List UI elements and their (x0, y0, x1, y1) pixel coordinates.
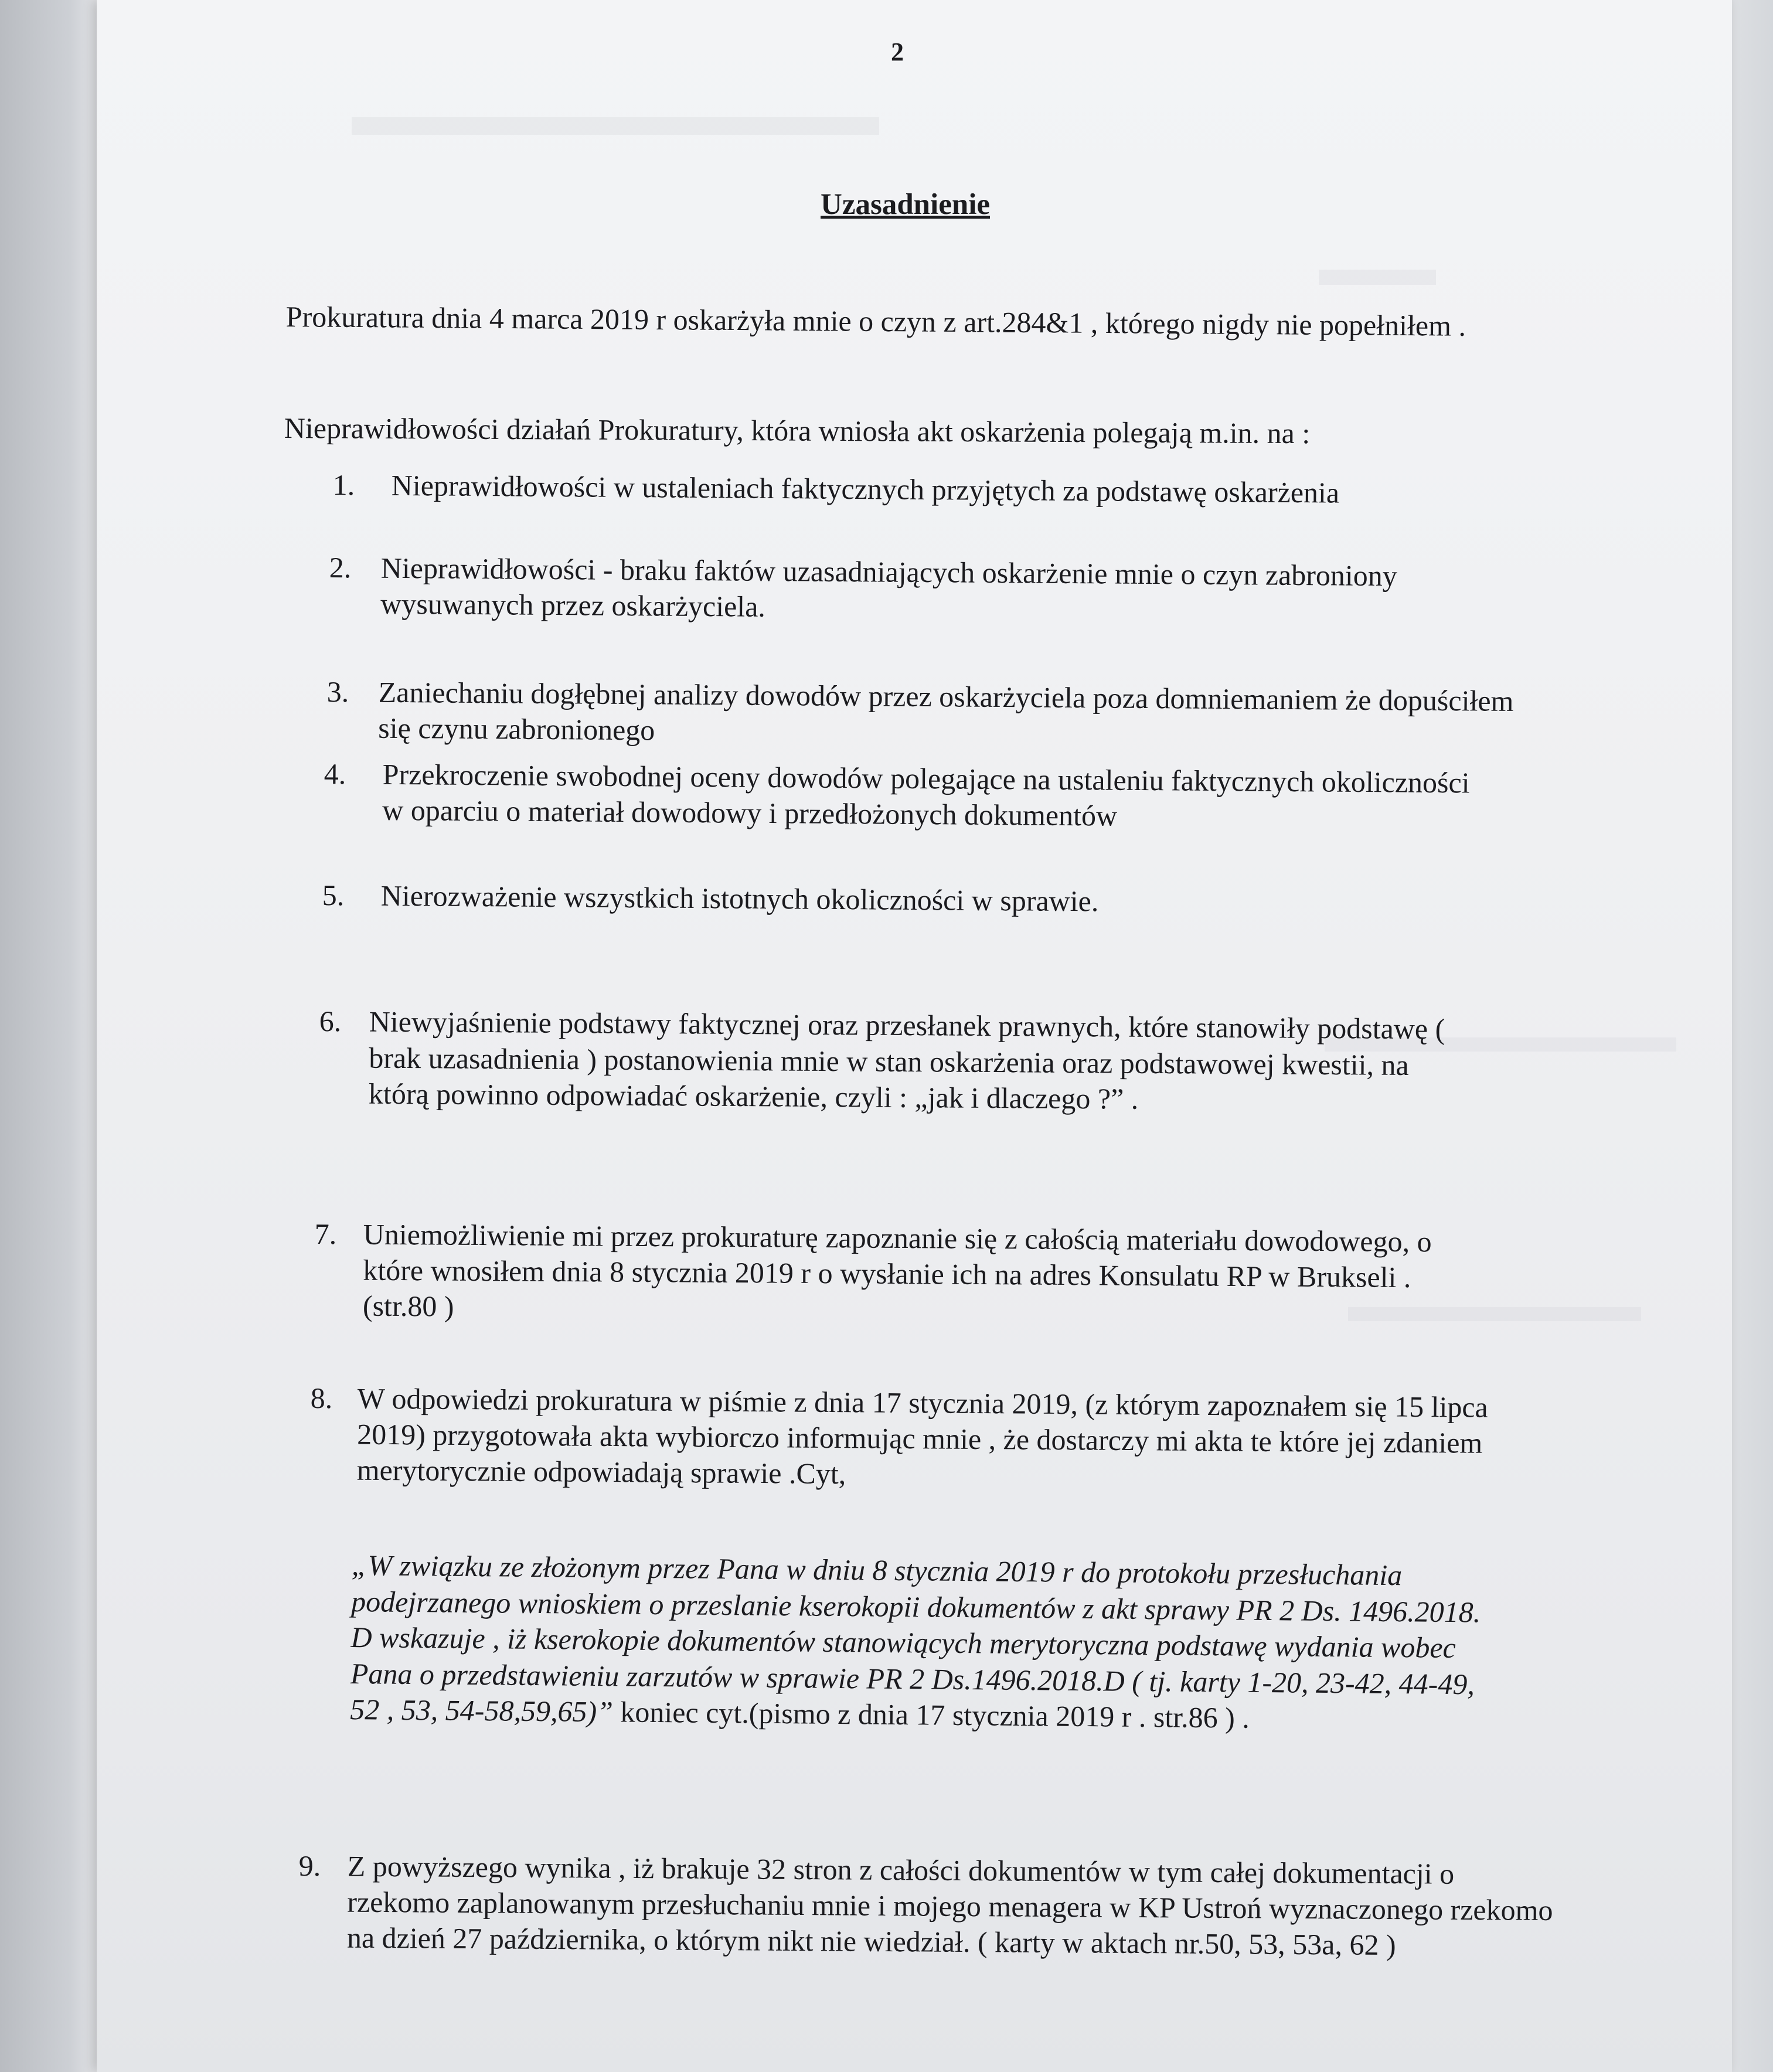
list-item-text: Nieprawidłowości w ustaleniach faktycznych przyjętych za podstawę oskarżenia (391, 468, 1340, 509)
page-title: Uzasadnienie (821, 188, 991, 221)
list-item-text: Nieprawidłowości - braku faktów uzasadniających oskarżenie mnie o czyn zabroniony wysuwanych przez oskarżyciela. (380, 551, 1397, 623)
quoted-letter (350, 1547, 1500, 1738)
quote-tail: koniec cyt.(pismo z dnia 17 stycznia 2019 r . str.86 ) . (612, 1695, 1250, 1734)
list-item-text: Niewyjaśnienie podstawy faktycznej oraz przesłanek prawnych, które stanowiły podstawę ( brak uzasadnienia ) postanowienia mnie w stan oskarżenia oraz podstawowej kwestii, na którą powinno odpowiadać oskarżenie, czyli : „jak i dlaczego ?” . (368, 1005, 1445, 1115)
bleed-through-mark (1325, 1037, 1676, 1052)
list-item (319, 1003, 1468, 1120)
list-item-text: Nierozważenie wszystkich istotnych okoliczności w sprawie. (380, 879, 1099, 918)
list-item (310, 1380, 1530, 1497)
list-item (324, 756, 1473, 836)
list-item (326, 674, 1529, 755)
quote-text: „W związku ze złożonym przez Pana w dniu 8 stycznia 2019 r do protokołu przesłuchania podejrzanego wnioskiem o przeslanie kserokopii dokumentów z akt sprawy PR 2 Ds. 1496.2018. D wskazuje , iż kserokopie dokumentów stanowiących merytoryczna podstawę wydania wobec Pana o przedstawieniu zarzutów w sprawie PR 2 Ds.1496.2018.D ( tj. karty 1-20, 23-42, 44-49, 52 , 53, 54-58,59,65)” (350, 1549, 1481, 1729)
list-item-number: 3. (326, 675, 349, 709)
intro-paragraph: Prokuratura dnia 4 marca 2019 r oskarżyła mnie o czyn z art.284&1 , którego nigdy nie popełniłem . (285, 300, 1466, 342)
list-item-number: 8. (310, 1382, 333, 1415)
bleed-through-mark (1319, 270, 1436, 285)
list-item-text: Uniemożliwienie mi przez prokuraturę zapoznanie się z całością materiału dowodowego, o które wnosiłem dnia 8 stycznia 2019 r o wysłanie ich na adres Konsulatu RP w Brukseli . (str.80 ) (362, 1217, 1432, 1323)
list-intro: Nieprawidłowości działań Prokuratury, która wniosła akt oskarżenia polegają m.in. na : (284, 411, 1311, 450)
list-item (298, 1848, 1559, 1964)
list-item-text: Przekroczenie swobodnej oceny dowodów polegające na ustaleniu faktycznych okoliczności w oparciu o materiał dowodowy i przedłożonych dokumentów (382, 757, 1470, 832)
list-item-number: 5. (322, 878, 345, 912)
list-item-text: Zaniechaniu dogłębnej analizy dowodów przez oskarżyciela poza domniemaniem że dopuściłem się czynu zabronionego (378, 675, 1514, 747)
list-item-number: 4. (324, 757, 346, 791)
bleed-through-mark (352, 117, 879, 135)
list-item (329, 550, 1496, 631)
list-item-number: 6. (319, 1005, 342, 1038)
list-item-text: W odpowiedzi prokuratura w piśmie z dnia 17 stycznia 2019, (z którym zapoznałem się 15 lipca 2019) przygotowała akta wybiorczo informując mnie , że dostarczy mi akta te które jej zdaniem merytorycznie odpowiadają sprawie .Cyt, (356, 1382, 1488, 1491)
list-item-number: 7. (314, 1217, 337, 1251)
bleed-through-mark (1348, 1307, 1641, 1321)
list-item (322, 877, 1524, 923)
list-item-number: 1. (332, 468, 355, 502)
list-item-text: Z powyższego wynika , iż brakuje 32 stron z całości dokumentów w tym całej dokumentacji o rzekomo zaplanowanym przesłuchaniu mnie i mojego menagera w KP Ustroń wyznaczonego rzekomo na dzień 27 października, o którym nikt nie wiedział. ( karty w aktach nr.50, 53, 53a, 62 ) (346, 1849, 1553, 1962)
list-item-number: 2. (329, 550, 352, 584)
page-number: 2 (891, 38, 904, 66)
list-item-number: 9. (298, 1849, 321, 1883)
list-item (314, 1216, 1464, 1332)
list-item (333, 467, 1534, 512)
